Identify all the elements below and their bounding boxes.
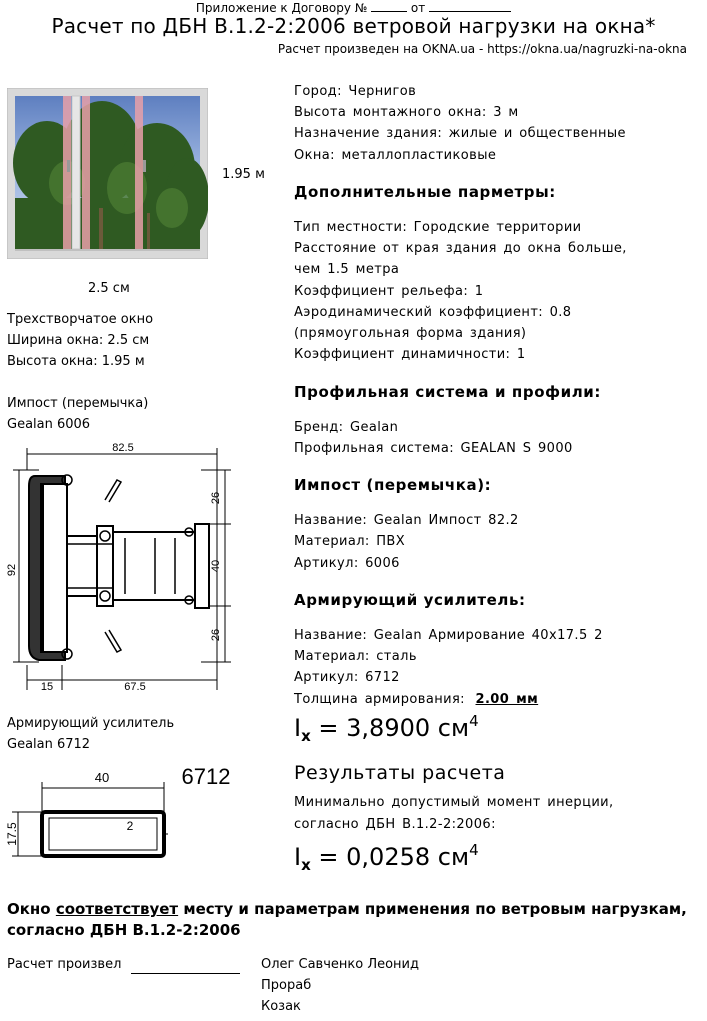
impost-article: Артикул: 6006 xyxy=(294,556,400,571)
ix-actual-exp: 4 xyxy=(469,712,479,730)
impost-dim-left: 92 xyxy=(6,563,18,577)
sash-left xyxy=(63,96,71,249)
profile-heading: Профильная система и профили: xyxy=(294,383,601,401)
thickness-label: Толщина армирования: xyxy=(294,692,465,707)
impost-dim-top: 82.5 xyxy=(112,442,134,454)
contract-prefix: Приложение к Договору № xyxy=(195,1,368,15)
reinf-dim-height: 17.5 xyxy=(5,822,19,846)
ix-required xyxy=(294,841,479,874)
window-height: Высота окна: 1.95 м xyxy=(7,354,145,369)
signature-line[interactable] xyxy=(131,973,240,974)
extra-relief: Коэффициент рельефа: 1 xyxy=(294,284,484,299)
window-height-label: 1.95 м xyxy=(222,167,265,182)
conclusion-part-1: Окно xyxy=(7,900,51,918)
results-line-1: Минимально допустимый момент инерции, xyxy=(294,795,614,810)
ix-actual-symbol: I xyxy=(294,714,302,742)
sash-right xyxy=(135,96,143,249)
reinforcement-left-title: Армирующий усилитель xyxy=(7,716,175,731)
reinforcement-article: Артикул: 6712 xyxy=(294,670,400,685)
reinforcement-left-name: Gealan 6712 xyxy=(7,737,91,752)
ix-required-sub: x xyxy=(301,856,311,874)
contract-line xyxy=(0,0,707,15)
impost-dim-bottom-a: 15 xyxy=(40,681,54,693)
window-width-label: 2.5 см xyxy=(88,281,130,296)
page-title: Расчет по ДБН В.1.2-2:2006 ветровой нагрузки на окна* xyxy=(51,14,656,38)
impost-dim-bottom-b: 67.5 xyxy=(124,681,146,693)
param-install-height: Высота монтажного окна: 3 м xyxy=(294,105,519,120)
impost-dim-right-b: 40 xyxy=(210,559,222,573)
ix-required-exp: 4 xyxy=(469,841,479,859)
impost-dim-right-c: 26 xyxy=(210,628,222,642)
param-purpose: Назначение здания: жилые и общественные xyxy=(294,126,626,141)
extra-heading: Дополнительные парметры: xyxy=(294,183,556,201)
performer-extra: Козак xyxy=(261,999,301,1014)
performer-name: Олег Савченко Леонид xyxy=(261,957,419,972)
extra-distance-2: чем 1.5 метра xyxy=(294,262,400,277)
reinforcement-profile-drawing xyxy=(4,760,240,862)
thickness-value: 2.00 мм xyxy=(475,692,539,707)
contract-number-blank[interactable] xyxy=(371,0,407,12)
ix-actual xyxy=(294,712,479,745)
source-line: Расчет произведен на OKNA.ua - https://okna.ua/nagruzki-na-okna xyxy=(277,42,687,56)
ix-actual-value: = 3,8900 см xyxy=(318,714,470,742)
ix-required-value: = 0,0258 см xyxy=(318,843,470,871)
conclusion-verdict: соответствует xyxy=(55,900,179,918)
extra-aero-1: Аэродинамический коэффициент: 0.8 xyxy=(294,305,572,320)
extra-dynamic: Коэффициент динамичности: 1 xyxy=(294,347,526,362)
extra-aero-2: (прямоугольная форма здания) xyxy=(294,326,527,341)
param-windows: Окна: металлопластиковые xyxy=(294,148,497,163)
contract-from: от xyxy=(410,1,426,15)
conclusion xyxy=(7,899,687,941)
reinforcement-material: Материал: сталь xyxy=(294,649,417,664)
performed-by: Расчет произвел xyxy=(7,957,122,972)
window-illustration xyxy=(7,88,208,259)
conclusion-part-2: месту и параметрам применения по ветровым нагрузкам, xyxy=(183,900,687,918)
param-city: Город: Чернигов xyxy=(294,84,417,99)
reinforcement-name: Название: Gealan Армирование 40x17.5 2 xyxy=(294,628,603,643)
impost-left-name: Gealan 6006 xyxy=(7,417,91,432)
performer-role: Прораб xyxy=(261,978,312,993)
impost-dim-right-a: 26 xyxy=(210,491,222,505)
results-heading: Результаты расчета xyxy=(294,762,506,784)
extra-distance-1: Расстояние от края здания до окна больше, xyxy=(294,241,627,256)
extra-terrain: Тип местности: Городские территории xyxy=(294,220,582,235)
impost-material: Материал: ПВХ xyxy=(294,534,406,549)
impost-heading: Импост (перемычка): xyxy=(294,476,492,494)
impost-left-title: Импост (перемычка) xyxy=(7,396,149,411)
reinf-code: 6712 xyxy=(181,764,231,789)
impost-name: Название: Gealan Импост 82.2 xyxy=(294,513,519,528)
reinforcement-thickness xyxy=(294,692,538,707)
reinf-dim-width: 40 xyxy=(94,770,110,785)
contract-date-blank[interactable] xyxy=(429,0,511,12)
impost-profile-drawing xyxy=(5,440,237,698)
profile-brand: Бренд: Gealan xyxy=(294,420,399,435)
results-line-2: согласно ДБН В.1.2-2:2006: xyxy=(294,817,496,832)
profile-system: Профильная система: GEALAN S 9000 xyxy=(294,441,573,456)
reinf-dim-wall: 2 xyxy=(126,819,134,833)
ix-actual-sub: x xyxy=(301,727,311,745)
sash-center-left xyxy=(82,96,90,249)
ix-required-symbol: I xyxy=(294,843,302,871)
reinforcement-heading: Армирующий усилитель: xyxy=(294,591,526,609)
window-type: Трехстворчатое окно xyxy=(7,312,154,327)
conclusion-line-2: согласно ДБН В.1.2-2:2006 xyxy=(7,921,241,939)
window-width: Ширина окна: 2.5 см xyxy=(7,333,150,348)
